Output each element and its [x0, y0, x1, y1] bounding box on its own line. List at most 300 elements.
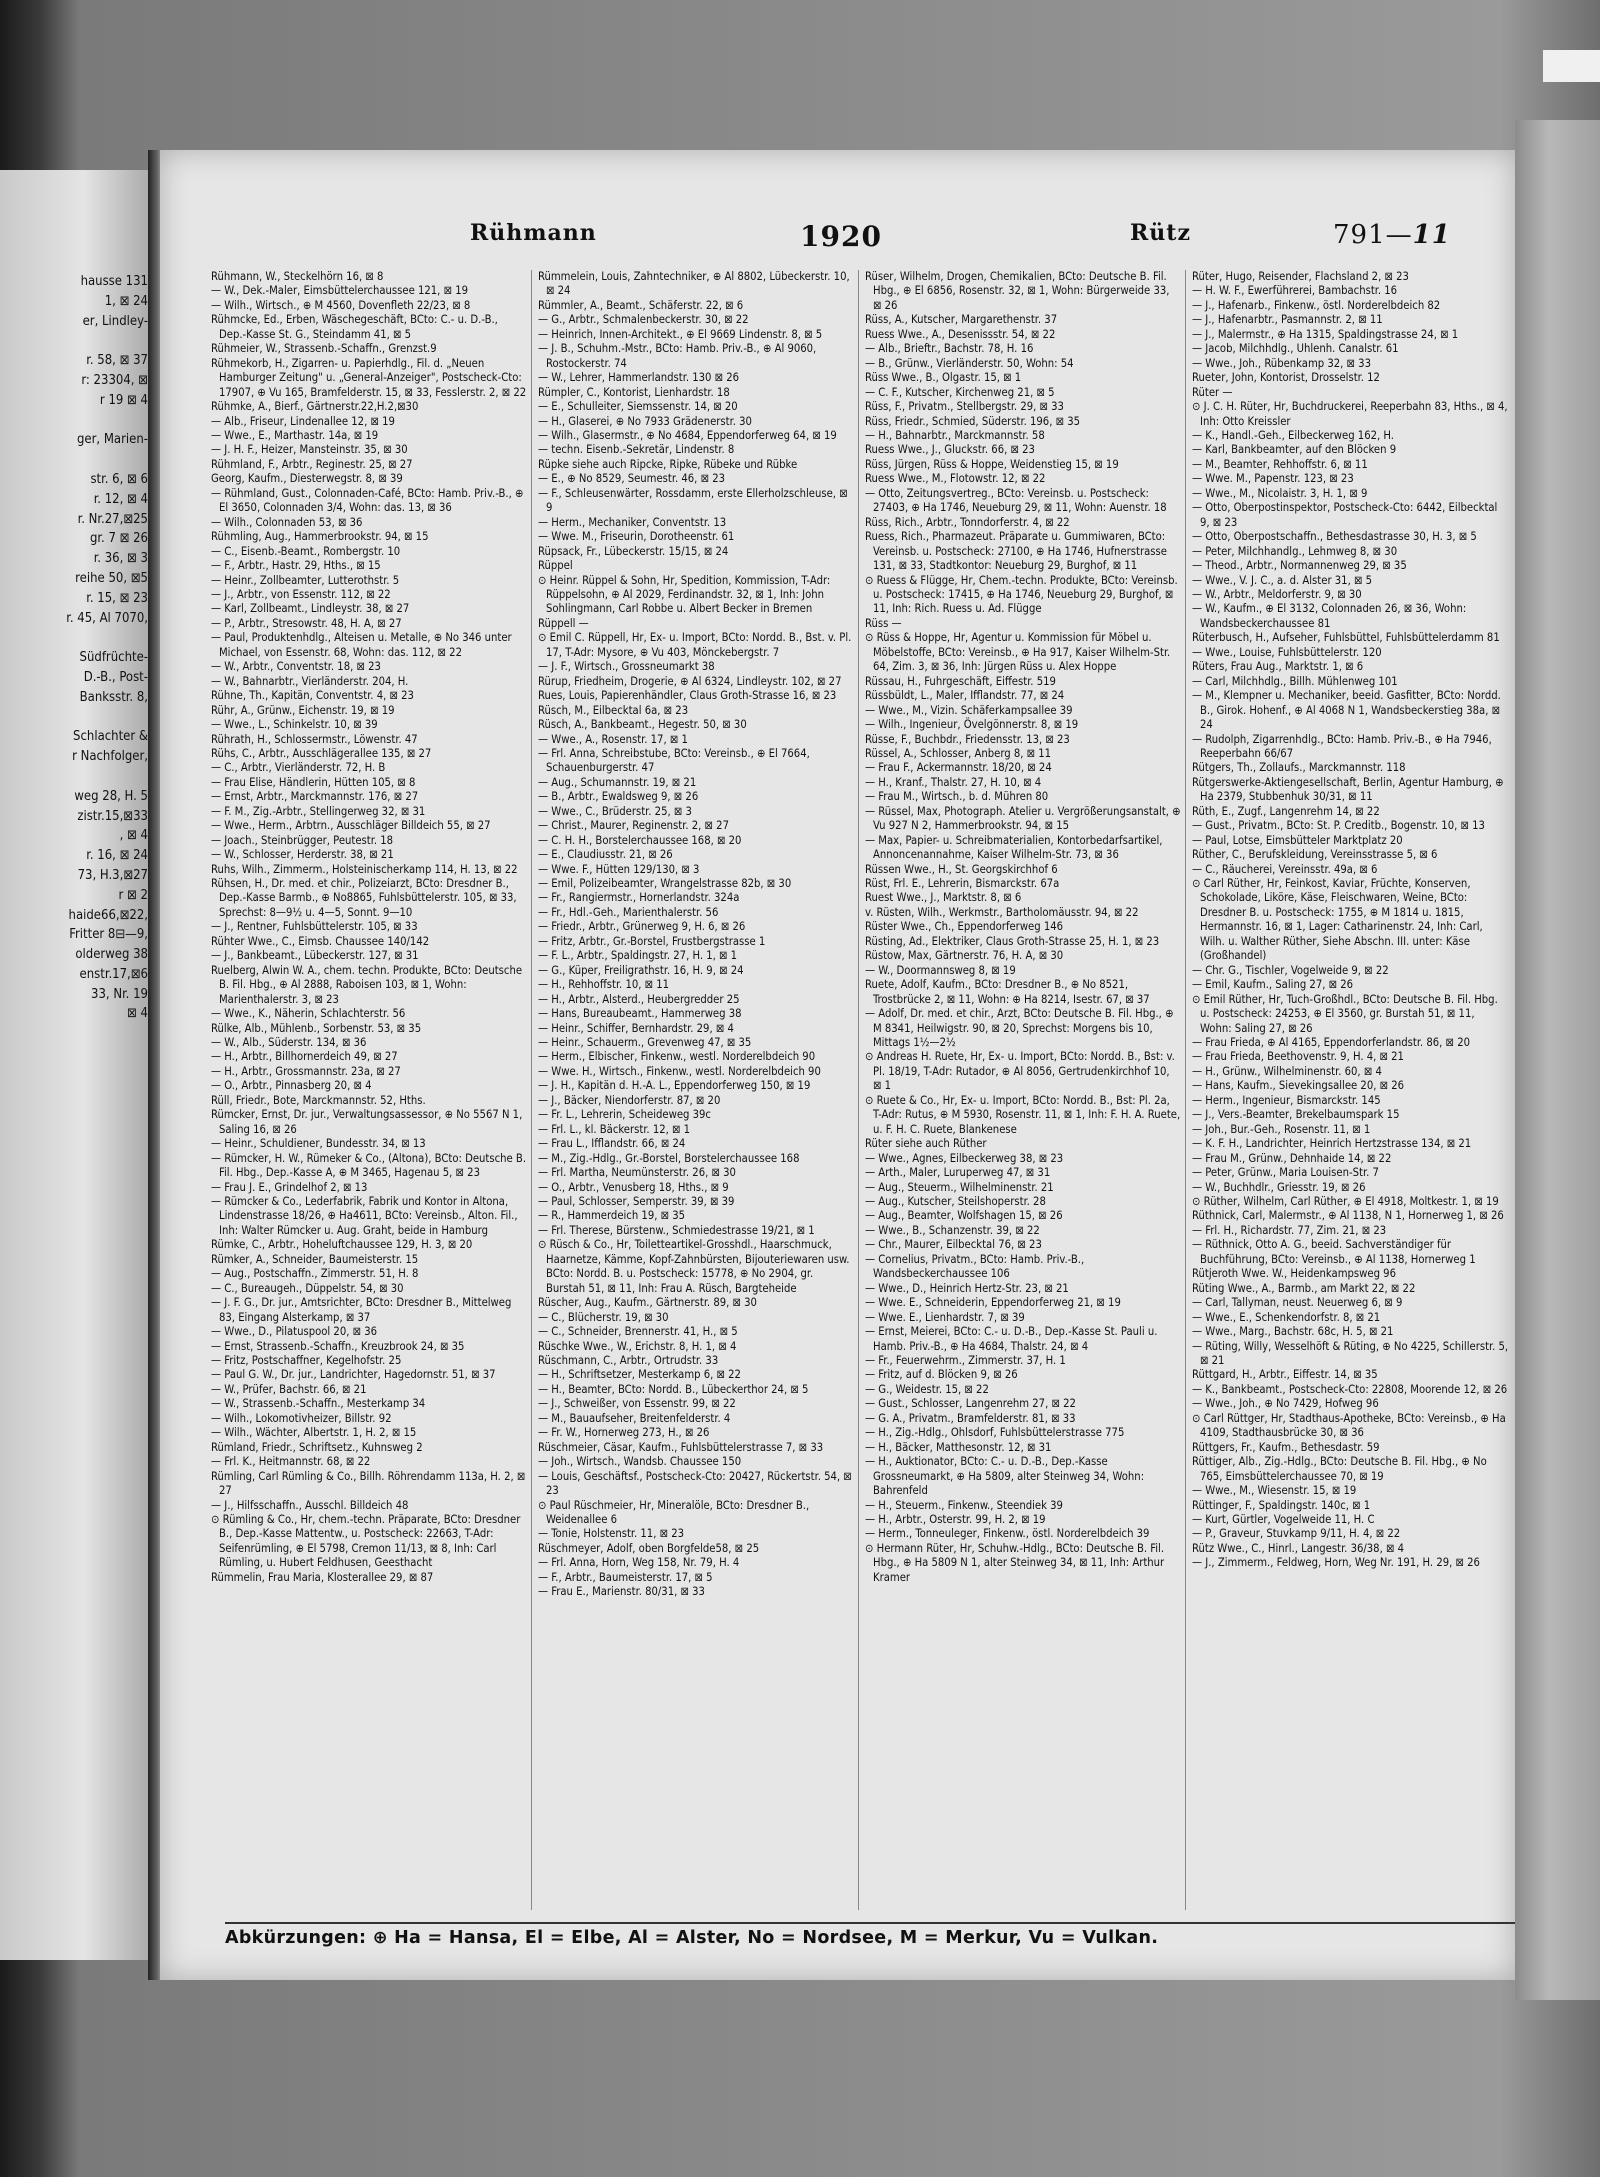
- directory-entry: ⊙ Andreas H. Ruete, Hr, Ex- u. Import, BCto: Nordd. B., Bst: v. Pl. 18/19, T-Adr: Rutador, ⊕ Al 8056, Gertrudenkirchhof 10, ⊠ 1: [865, 1050, 1175, 1093]
- directory-entry: — Fr. L., Lehrerin, Scheideweg 39c: [538, 1108, 711, 1122]
- column-2: [532, 270, 859, 1910]
- page-number-suffix: 11: [1412, 220, 1451, 250]
- directory-entry: Rühr, A., Grünw., Eichenstr. 19, ⊠ 19: [211, 703, 395, 717]
- directory-entry: — techn. Eisenb.-Sekretär, Lindenstr. 8: [538, 443, 735, 457]
- directory-entry: — Heinr., Schuldiener, Bundesstr. 34, ⊠ 13: [211, 1137, 426, 1151]
- directory-entry: — H., Beamter, BCto: Nordd. B., Lübeckerthor 24, ⊠ 5: [538, 1382, 809, 1396]
- abbreviations-footer: Abkürzungen: ⊕ Ha = Hansa, El = Elbe, Al = Alster, No = Nordsee, M = Merkur, Vu = Vulkan.: [225, 1922, 1515, 1958]
- directory-entry: — P., Graveur, Stuvkamp 9/11, H. 4, ⊠ 22: [1192, 1527, 1401, 1541]
- directory-entry: — Hans, Kaufm., Sievekingsallee 20, ⊠ 26: [1192, 1079, 1405, 1093]
- directory-entry: — W., Dek.-Maler, Eimsbüttelerchaussee 121, ⊠ 19: [211, 284, 468, 298]
- directory-entry: — Wwe., L., Schinkelstr. 10, ⊠ 39: [211, 718, 378, 732]
- directory-entry: — Friedr., Arbtr., Grünerweg 9, H. 6, ⊠ 26: [538, 920, 746, 934]
- directory-entry: — Louis, Geschäftsf., Postscheck-Cto: 20427, Rückertstr. 54, ⊠ 23: [538, 1469, 852, 1498]
- directory-entry: Rüll, Friedr., Bote, Marckmannstr. 52, Hths.: [211, 1093, 426, 1107]
- directory-entry: — J., Arbtr., von Essenstr. 112, ⊠ 22: [211, 587, 391, 601]
- directory-entry: — Aug., Postschaffn., Zimmerstr. 51, H. 8: [211, 1267, 419, 1281]
- directory-entry: Rüssbüldt, L., Maler, Ifflandstr. 77, ⊠ 24: [865, 689, 1065, 703]
- directory-entry: — Frl. Anna, Horn, Weg 158, Nr. 79, H. 4: [538, 1556, 740, 1570]
- directory-entry: Ruess Wwe., J., Gluckstr. 66, ⊠ 23: [865, 443, 1035, 457]
- page-header: [170, 220, 1510, 258]
- directory-entry: Rütgers, Th., Zollaufs., Marckmannstr. 118: [1192, 761, 1406, 775]
- directory-entry: — W., Arbtr., Conventstr. 18, ⊠ 23: [211, 660, 381, 674]
- directory-entry: — Frl. L., kl. Bäckerstr. 12, ⊠ 1: [538, 1122, 691, 1136]
- directory-entry: — J. H. F., Heizer, Mansteinstr. 35, ⊠ 30: [211, 443, 408, 457]
- directory-entry: — C., Bureaugeh., Düppelstr. 54, ⊠ 30: [211, 1281, 404, 1295]
- left-page-line: 1, ⊠ 24: [104, 293, 148, 309]
- directory-entry: Rüss, A., Kutscher, Margarethenstr. 37: [865, 313, 1058, 327]
- directory-entry: — K. F. H., Landrichter, Heinrich Hertzstrasse 134, ⊠ 21: [1192, 1137, 1472, 1151]
- column-4: [1186, 270, 1513, 1910]
- directory-entry: ⊙ Ruess & Flügge, Hr, Chem.-techn. Produkte, BCto: Vereinsb. u. Postscheck: 17415, ⊕ Ha 1746, Neueburg 29, Burghof, ⊠ 11, Inh: Rich. Ruess u. Ad. Flügge: [865, 573, 1178, 616]
- directory-entry: Ruhs, Wilh., Zimmerm., Holsteinischerkamp 114, H. 13, ⊠ 22: [211, 862, 518, 876]
- directory-entry: Rüth, E., Zugf., Langenrehm 14, ⊠ 22: [1192, 804, 1380, 818]
- directory-entry: — J., Vers.-Beamter, Brekelbaumspark 15: [1192, 1108, 1400, 1122]
- left-page-line: Fritter 8⊟—9,: [69, 927, 148, 943]
- directory-entry: — Paul, Schlosser, Semperstr. 39, ⊠ 39: [538, 1195, 735, 1208]
- directory-entry: Rüss —: [865, 616, 902, 630]
- directory-entry: — Wwe., M., Nicolaistr. 3, H. 1, ⊠ 9: [1192, 486, 1368, 500]
- directory-entry: — Wilh., Wirtsch., ⊕ M 4560, Dovenfleth 22/23, ⊠ 8: [211, 298, 471, 312]
- left-page-line: olderweg 38: [75, 947, 148, 963]
- directory-entry: — Wwe., C., Brüderstr. 25, ⊠ 3: [538, 804, 692, 818]
- directory-entry: Rüpsack, Fr., Lübeckerstr. 15/15, ⊠ 24: [538, 544, 729, 558]
- directory-entry: Rüterbusch, H., Aufseher, Fuhlsbüttel, Fuhlsbüttelerdamm 81: [1192, 631, 1500, 645]
- header-last-name: Rütz: [1130, 220, 1191, 246]
- directory-entry: — H. W. F., Ewerführerei, Bambachstr. 16: [1192, 284, 1398, 298]
- directory-entry: — Heinr., Zollbeamter, Lutterothstr. 5: [211, 573, 400, 587]
- directory-entry: — J., Bankbeamt., Lübeckerstr. 127, ⊠ 31: [211, 949, 419, 963]
- directory-entry: — Fr., Hdl.-Geh., Marienthalerstr. 56: [538, 905, 719, 919]
- column-3: [859, 270, 1186, 1910]
- directory-entry: — Frau Frieda, ⊕ Al 4165, Eppendorferlandstr. 86, ⊠ 20: [1192, 1036, 1470, 1050]
- directory-entry: — Fritz, auf d. Blöcken 9, ⊠ 26: [865, 1368, 1018, 1382]
- directory-entry: — W., Strassenb.-Schaffn., Mesterkamp 34: [211, 1397, 426, 1411]
- directory-entry: — Wwe., E., Schenkendorfstr. 8, ⊠ 21: [1192, 1310, 1381, 1324]
- left-page-line: Südfrüchte-: [79, 650, 148, 666]
- directory-entry: — Fritz, Postschaffner, Kegelhofstr. 25: [211, 1353, 402, 1367]
- directory-entry: — G., Küper, Freiligrathstr. 16, H. 9, ⊠ 24: [538, 963, 744, 977]
- directory-entry: — Rüting, Willy, Wesselhöft & Rüting, ⊕ No 4225, Schillerstr. 5, ⊠ 21: [1192, 1339, 1509, 1367]
- left-page-line: r: 23304, ⊠: [81, 372, 148, 388]
- directory-entry: Rüter, Hugo, Reisender, Flachsland 2, ⊠ 23: [1192, 270, 1409, 283]
- directory-entry: Rühmke, A., Bierf., Gärtnerstr.22,H.2,⊠30: [211, 400, 419, 414]
- directory-entry: Rümker, A., Schneider, Baumeisterstr. 15: [211, 1252, 419, 1266]
- left-page-line: ⊠ 4: [127, 1006, 148, 1022]
- directory-entry: — Wwe., Marg., Bachstr. 68c, H. 5, ⊠ 21: [1192, 1325, 1394, 1339]
- directory-entry: Rührath, H., Schlossermstr., Löwenstr. 47: [211, 732, 418, 746]
- header-year: 1920: [800, 220, 882, 253]
- directory-entry: — W., Buchhdlr., Griesstr. 19, ⊠ 26: [1192, 1180, 1366, 1194]
- directory-entry: Ruess, Rich., Pharmazeut. Präparate u. Gummiwaren, BCto: Vereinsb. u. Postscheck: 27100, ⊕ Ha 1746, Hufnerstrasse 131, ⊠ 33, Stadtkontor: Neueburg 29, Burghof, ⊠ 11: [865, 530, 1167, 573]
- left-page-line: r. 45, Al 7070,: [66, 610, 148, 626]
- directory-entry: Rüschke Wwe., W., Erichstr. 8, H. 1, ⊠ 4: [538, 1339, 737, 1353]
- directory-entry: Rüters, Frau Aug., Marktstr. 1, ⊠ 6: [1192, 660, 1364, 674]
- left-page-line: r. 58, ⊠ 37: [86, 353, 148, 369]
- directory-columns: [205, 270, 1515, 1910]
- directory-entry: ⊙ Carl Rüther, Hr, Feinkost, Kaviar, Früchte, Konserven, Schokolade, Liköre, Käse, Fleischwaren, Weine, BCto: Dresdner B. u. Postscheck: 1755, ⊕ M 1814 u. 1815, Hermannstr. 16, ⊠ 1, Lager: Catharinenstr. 24, Inh: Carl, Wilh. u. Walther Rüther, Siehe Abschn. III. unter: Käse (Großhandel): [1192, 877, 1483, 963]
- left-page-line: enstr.17,⊠6: [79, 966, 148, 982]
- directory-entry: — M., Bauaufseher, Breitenfelderstr. 4: [538, 1411, 731, 1425]
- directory-entry: Rüttgers, Fr., Kaufm., Bethesdastr. 59: [1192, 1440, 1380, 1454]
- directory-entry: — H., Grünw., Wilhelminenstr. 60, ⊠ 4: [1192, 1064, 1382, 1078]
- directory-entry: — Herm., Mechaniker, Conventstr. 13: [538, 515, 727, 529]
- directory-entry: — O., Arbtr., Venusberg 18, Hths., ⊠ 9: [538, 1180, 729, 1194]
- directory-entry: — Wwe. E., Schneiderin, Eppendorferweg 21, ⊠ 19: [865, 1296, 1121, 1310]
- directory-entry: ⊙ Rüsch & Co., Hr, Toiletteartikel-Grosshdl., Haarschmuck, Haarnetze, Kämme, Kopf-Zahnbürsten, Bijouteriewaren usw. BCto: Nordd. B. u. Postscheck: 15778, ⊕ No 2904, gr. Burstah 51, ⊠ 11, Inh: Frau A. Rüsch, Bargteheide: [538, 1238, 850, 1295]
- directory-entry: — Rüthnick, Otto A. G., beeid. Sachverständiger für Buchführung, BCto: Vereinsb., ⊕ Al 1138, Hornerweg 1: [1192, 1238, 1476, 1266]
- directory-entry: Rüter —: [1192, 385, 1233, 399]
- directory-entry: — Wwe. M., Friseurin, Dorotheenstr. 61: [538, 530, 735, 544]
- directory-entry: — J., Hafenarbtr., Pasmannstr. 2, ⊠ 11: [1192, 313, 1383, 327]
- directory-entry: — F., Arbtr., Baumeisterstr. 17, ⊠ 5: [538, 1570, 713, 1584]
- directory-entry: Rüthnick, Carl, Malermstr., ⊕ Al 1138, N 1, Hornerweg 1, ⊠ 26: [1192, 1209, 1504, 1223]
- directory-entry: Rühmekorb, H., Zigarren- u. Papierhdlg., Fil. d. „Neuen Hamburger Zeitung" u. „General-Anzeiger", Postscheck-Cto: 17907, ⊕ Vu 165, Bramfelderstr. 15, ⊠ 33, Fesslerstr. 2, ⊠ 22: [211, 356, 527, 399]
- directory-entry: — J., Bäcker, Niendorferstr. 87, ⊠ 20: [538, 1093, 721, 1107]
- directory-entry: ⊙ Rüther, Wilhelm, Carl Rüther, ⊕ El 4918, Moltkestr. 1, ⊠ 19: [1192, 1195, 1499, 1208]
- directory-entry: — W., Doormannsweg 8, ⊠ 19: [865, 963, 1016, 977]
- directory-entry: — Frau L., Ifflandstr. 66, ⊠ 24: [538, 1137, 686, 1151]
- header-first-name: Rühmann: [470, 220, 597, 246]
- left-page-fragment: [0, 170, 154, 1960]
- directory-entry: — C., Eisenb.-Beamt., Rombergstr. 10: [211, 544, 401, 558]
- directory-entry: — K., Bankbeamt., Postscheck-Cto: 22808, Moorende 12, ⊠ 26: [1192, 1382, 1508, 1396]
- directory-entry: — M., Klempner u. Mechaniker, beeid. Gasfitter, BCto: Nordd. B., Girok. Hohenf., ⊕ Al 4068 N 1, Wandsbeckerstieg 38a, ⊠ 24: [1192, 689, 1501, 732]
- left-page-line: [0, 450, 148, 470]
- directory-entry: Rueter, John, Kontorist, Drosselstr. 12: [1192, 371, 1380, 385]
- directory-entry: Rümke, C., Arbtr., Hoheluftchaussee 129, H. 3, ⊠ 20: [211, 1238, 473, 1252]
- directory-entry: Rüttgard, H., Arbtr., Eiffestr. 14, ⊠ 35: [1192, 1368, 1378, 1382]
- directory-entry: — Joh., Bur.-Geh., Rosenstr. 11, ⊠ 1: [1192, 1122, 1371, 1136]
- directory-entry: Rümland, Friedr., Schriftsetz., Kuhnsweg 2: [211, 1440, 423, 1454]
- directory-entry: ⊙ Emil C. Rüppell, Hr, Ex- u. Import, BCto: Nordd. B., Bst. v. Pl. 17, T-Adr: Mysore, ⊕ Vu 403, Mönckebergstr. 7: [538, 631, 852, 659]
- directory-entry: Rüss, Jürgen, Rüss & Hoppe, Weidenstieg 15, ⊠ 19: [865, 457, 1119, 471]
- directory-entry: — Fr., Feuerwehrm., Zimmerstr. 37, H. 1: [865, 1353, 1066, 1367]
- directory-entry: Rüss, Rich., Arbtr., Tonndorferstr. 4, ⊠ 22: [865, 515, 1070, 529]
- left-page-line: 73, H.3,⊠27: [77, 867, 148, 883]
- directory-entry: — Wilh., Ingenieur, Övelgönnerstr. 8, ⊠ 19: [865, 718, 1079, 732]
- directory-entry: Rülke, Alb., Mühlenb., Sorbenstr. 53, ⊠ 35: [211, 1021, 422, 1035]
- directory-entry: — Fr. W., Hornerweg 273, H., ⊠ 26: [538, 1426, 710, 1440]
- directory-entry: — Rüssel, Max, Photograph. Atelier u. Vergrößerungsanstalt, ⊕ Vu 927 N 2, Hammerbrookstr. 94, ⊠ 15: [865, 804, 1181, 833]
- left-page-line: r. 16, ⊠ 24: [86, 848, 148, 864]
- directory-entry: — Frau E., Marienstr. 80/31, ⊠ 33: [538, 1585, 705, 1599]
- directory-entry: Rüttinger, F., Spaldingstr. 140c, ⊠ 1: [1192, 1498, 1371, 1512]
- directory-entry: — Wwe. H., Wirtsch., Finkenw., westl. Norderelbdeich 90: [538, 1064, 821, 1078]
- directory-entry: Rühsen, H., Dr. med. et chir., Polizeiarzt, BCto: Dresdner B., Dep.-Kasse Barmb., ⊕ No8865, Fuhlsbüttelerstr. 105, ⊠ 33, Sprechst: 8—9½ u. 4—5, Sonnt. 9—10: [211, 877, 517, 919]
- directory-entry: — H., Bahnarbtr., Marckmannstr. 58: [865, 428, 1045, 442]
- directory-entry: — C., Räucherei, Vereinsstr. 49a, ⊠ 6: [1192, 862, 1378, 876]
- directory-entry: — P., Arbtr., Stresowstr. 48, H. A, ⊠ 27: [211, 616, 402, 630]
- left-page-line: er, Lindley-: [82, 313, 148, 329]
- directory-entry: — C. F., Kutscher, Kirchenweg 21, ⊠ 5: [865, 385, 1055, 399]
- directory-entry: Rüther, C., Berufskleidung, Vereinsstrasse 5, ⊠ 6: [1192, 848, 1438, 862]
- directory-entry: — K., Handl.-Geh., Eilbeckerweg 162, H.: [1192, 428, 1394, 442]
- directory-entry: — Frl. H., Richardstr. 77, Zim. 21, ⊠ 23: [1192, 1223, 1387, 1237]
- left-page-line: r. 15, ⊠ 23: [86, 590, 148, 606]
- directory-entry: — W., Lehrer, Hammerlandstr. 130 ⊠ 26: [538, 371, 740, 385]
- directory-entry: — M., Zig.-Hdlg., Gr.-Borstel, Borstelerchaussee 168: [538, 1151, 800, 1165]
- directory-entry: — J., Rentner, Fuhlsbüttelerstr. 105, ⊠ 33: [211, 920, 418, 934]
- left-page-line: Banksstr. 8,: [79, 689, 148, 705]
- directory-entry: — B., Grünw., Vierländerstr. 50, Wohn: 54: [865, 356, 1074, 370]
- directory-entry: Rüschmann, C., Arbtr., Ortrudstr. 33: [538, 1353, 719, 1367]
- directory-entry: — Wwe., E., Marthastr. 14a, ⊠ 19: [211, 428, 379, 442]
- directory-entry: — H., Arbtr., Osterstr. 99, H. 2, ⊠ 19: [865, 1512, 1046, 1526]
- directory-entry: — Wwe. F., Hütten 129/130, ⊠ 3: [538, 862, 700, 876]
- directory-entry: — H., Kranf., Thalstr. 27, H. 10, ⊠ 4: [865, 775, 1042, 789]
- directory-entry: Rühmann, W., Steckelhörn 16, ⊠ 8: [211, 270, 384, 283]
- directory-entry: — H., Schriftsetzer, Mesterkamp 6, ⊠ 22: [538, 1368, 741, 1382]
- directory-entry: ⊙ Hermann Rüter, Hr, Schuhw.-Hdlg., BCto: Deutsche B. Fil. Hbg., ⊕ Ha 5809 N 1, alter Steinweg 34, ⊠ 11, Inh: Arthur Kramer: [865, 1541, 1165, 1584]
- directory-entry: — Rühmland, Gust., Colonnaden-Café, BCto: Hamb. Priv.-B., ⊕ El 3650, Colonnaden 3/4, Wohn: das. 13, ⊠ 36: [211, 486, 524, 515]
- directory-entry: — O., Arbtr., Pinnasberg 20, ⊠ 4: [211, 1079, 372, 1093]
- directory-entry: — Wwe., M., Vizin. Schäferkampsallee 39: [865, 703, 1073, 717]
- left-page-line: D.-B., Post-: [83, 669, 148, 685]
- directory-entry: Rüsch, M., Eilbecktal 6a, ⊠ 23: [538, 703, 689, 717]
- directory-entry: Rümling, Carl Rümling & Co., Billh. Röhrendamm 113a, H. 2, ⊠ 27: [211, 1469, 526, 1498]
- directory-entry: Rüst, Frl. E., Lehrerin, Bismarckstr. 67a: [865, 877, 1060, 891]
- directory-entry: — Ernst, Strassenb.-Schaffn., Kreuzbrook 24, ⊠ 35: [211, 1339, 465, 1353]
- left-page-line: Schlachter &: [73, 729, 148, 745]
- directory-entry: — Christ., Maurer, Reginenstr. 2, ⊠ 27: [538, 819, 729, 833]
- directory-entry: — Wilh., Colonnaden 53, ⊠ 36: [211, 515, 363, 529]
- directory-entry: Rühs, C., Arbtr., Ausschlägerallee 135, ⊠ 27: [211, 746, 432, 760]
- directory-entry: — H., Auktionator, BCto: C.- u. D.-B., Dep.-Kasse Grossneumarkt, ⊕ Ha 5809, alter Steinweg 34, Wohn: Bahrenfeld: [865, 1455, 1145, 1498]
- directory-entry: Rüser, Wilhelm, Drogen, Chemikalien, BCto: Deutsche B. Fil. Hbg., ⊕ El 6856, Rosenstr. 32, ⊠ 1, Wohn: Bürgerweide 33, ⊠ 26: [865, 270, 1170, 312]
- directory-entry: Rühmland, F., Arbtr., Reginestr. 25, ⊠ 27: [211, 457, 413, 471]
- directory-entry: Ruest Wwe., J., Marktstr. 8, ⊠ 6: [865, 891, 1022, 905]
- directory-entry: — Rümcker & Co., Lederfabrik, Fabrik und Kontor in Altona, Lindenstrasse 18/26, ⊕ Ha4611, BCto: Vereinsb., Alton. Fil., Inh: Walter Rümcker u. Aug. Graht, beide in Hamburg: [211, 1195, 518, 1237]
- directory-entry: — Theod., Arbtr., Normannenweg 29, ⊠ 35: [1192, 559, 1407, 573]
- directory-entry: — Carl, Tallyman, neust. Neuerweg 6, ⊠ 9: [1192, 1296, 1403, 1310]
- directory-entry: Rütgerswerke-Aktiengesellschaft, Berlin, Agentur Hamburg, ⊕ Ha 2379, Stubbenhuk 30/31, ⊠ 11: [1192, 775, 1504, 804]
- directory-entry: — Frau Frieda, Beethovenstr. 9, H. 4, ⊠ 21: [1192, 1050, 1404, 1064]
- directory-entry: — Heinr., Schiffer, Bernhardstr. 29, ⊠ 4: [538, 1021, 734, 1035]
- directory-entry: — W., Arbtr., Meldorferstr. 9, ⊠ 30: [1192, 587, 1362, 601]
- directory-entry: ⊙ Rümling & Co., Hr, chem.-techn. Präparate, BCto: Dresdner B., Dep.-Kasse Mattentw., u. Postscheck: 22663, T-Adr: Seifenrümling, ⊕ El 5798, Cremon 11/13, ⊠ 8, Inh: Carl Rümling, u. Hubert Feldhusen, Geesthacht: [211, 1512, 521, 1570]
- left-page-line: r. 36, ⊠ 3: [93, 551, 148, 567]
- directory-entry: Rüsch, A., Bankbeamt., Hegestr. 50, ⊠ 30: [538, 718, 747, 732]
- directory-entry: — J. B., Schuhm.-Mstr., BCto: Hamb. Priv.-B., ⊕ Al 9060, Rostockerstr. 74: [538, 342, 817, 370]
- directory-entry: — Kurt, Gürtler, Vogelweide 11, H. C: [1192, 1512, 1375, 1526]
- directory-entry: ⊙ Carl Rüttger, Hr, Stadthaus-Apotheke, BCto: Vereinsb., ⊕ Ha 4109, Stadthausbrücke 30, ⊠ 36: [1192, 1411, 1506, 1440]
- directory-entry: — E., Claudiusstr. 21, ⊠ 26: [538, 848, 673, 862]
- directory-entry: — Gust., Schlosser, Langenrehm 27, ⊠ 22: [865, 1397, 1076, 1411]
- directory-entry: — Rudolph, Zigarrenhdlg., BCto: Hamb. Priv.-B., ⊕ Ha 7946, Reeperbahn 66/67: [1192, 732, 1492, 760]
- directory-entry: — J., Hilfsschaffn., Ausschl. Billdeich 48: [211, 1498, 409, 1512]
- directory-entry: Rüsse, F., Buchbdr., Friedensstr. 13, ⊠ 23: [865, 732, 1070, 746]
- directory-entry: ⊙ Emil Rüther, Hr, Tuch-Großhdl., BCto: Deutsche B. Fil. Hbg. u. Postscheck: 24253, ⊕ El 3560, gr. Burstah 51, ⊠ 11, Wohn: Saling 27, ⊠ 26: [1192, 992, 1498, 1035]
- directory-entry: — Herm., Ingenieur, Bismarckstr. 145: [1192, 1093, 1381, 1107]
- directory-entry: — Peter, Grünw., Maria Louisen-Str. 7: [1192, 1166, 1379, 1180]
- directory-entry: Rüss Wwe., B., Olgastr. 15, ⊠ 1: [865, 371, 1022, 385]
- directory-entry: Rümmelein, Louis, Zahntechniker, ⊕ Al 8802, Lübeckerstr. 10, ⊠ 24: [538, 270, 850, 298]
- directory-entry: — Hans, Bureaubeamt., Hammerweg 38: [538, 1007, 742, 1021]
- directory-entry: — Joach., Steinbrügger, Peutestr. 18: [211, 833, 394, 847]
- left-page-line: haide66,⊠22,: [68, 907, 148, 923]
- left-page-line: [0, 767, 148, 787]
- directory-entry: — Frau J. E., Grindelhof 2, ⊠ 13: [211, 1180, 368, 1194]
- left-page-line: zistr.15,⊠33: [77, 808, 148, 824]
- directory-entry: Ruess Wwe., M., Flotowstr. 12, ⊠ 22: [865, 472, 1046, 486]
- directory-entry: Ruess Wwe., A., Desenissstr. 54, ⊠ 22: [865, 327, 1056, 341]
- directory-entry: — W., Alb., Süderstr. 134, ⊠ 36: [211, 1036, 367, 1050]
- directory-entry: — Wwe., D., Heinrich Hertz-Str. 23, ⊠ 21: [865, 1281, 1069, 1295]
- directory-entry: Rütz Wwe., C., Hinrl., Langestr. 36/38, ⊠ 4: [1192, 1541, 1404, 1555]
- directory-entry: — Peter, Milchhandlg., Lehmweg 8, ⊠ 30: [1192, 544, 1398, 558]
- directory-entry: — Wwe. E., Lienhardstr. 7, ⊠ 39: [865, 1310, 1025, 1324]
- directory-entry: — H., Glaserei, ⊕ No 7933 Grädenerstr. 30: [538, 414, 752, 428]
- directory-entry: — E., Schulleiter, Siemssenstr. 14, ⊠ 20: [538, 400, 738, 414]
- directory-entry: — Fr., Rangiermstr., Hornerlandstr. 324a: [538, 891, 740, 905]
- directory-entry: — Paul, Lotse, Eimsbütteler Marktplatz 20: [1192, 833, 1403, 847]
- left-page-line: str. 6, ⊠ 6: [90, 471, 148, 487]
- directory-entry: ⊙ Heinr. Rüppel & Sohn, Hr, Spedition, Kommission, T-Adr: Rüppelsohn, ⊕ Al 2029, Ferdinandstr. 32, ⊠ 1, Inh: John Sohlingmann, Carl Robbe u. Albert Becker in Bremen: [538, 573, 831, 616]
- scan-corner: [1543, 50, 1600, 82]
- directory-entry: — C., Schneider, Brennerstr. 41, H., ⊠ 5: [538, 1325, 738, 1339]
- directory-entry: — Wwe. M., Papenstr. 123, ⊠ 23: [1192, 472, 1354, 486]
- left-page-line: ger, Marien-: [76, 432, 148, 448]
- directory-entry: — Adolf, Dr. med. et chir., Arzt, BCto: Deutsche B. Fil. Hbg., ⊕ M 8341, Heilwigstr. 90, ⊠ 20, Sprechst: Morgens bis 10, Mittags 1½—2½: [865, 1007, 1174, 1050]
- header-page-number: [1333, 220, 1451, 250]
- directory-entry: — Arth., Maler, Luruperweg 47, ⊠ 31: [865, 1166, 1051, 1180]
- directory-entry: — Cornelius, Privatm., BCto: Hamb. Priv.-B., Wandsbeckerchaussee 106: [865, 1252, 1085, 1281]
- directory-entry: — Wwe., Herm., Arbtrn., Ausschläger Billdeich 55, ⊠ 27: [211, 819, 491, 833]
- directory-entry: — Wwe., Agnes, Eilbeckerweg 38, ⊠ 23: [865, 1151, 1064, 1165]
- directory-entry: — M., Beamter, Rehhoffstr. 6, ⊠ 11: [1192, 457, 1368, 471]
- directory-entry: — Frl. Anna, Schreibstube, BCto: Vereinsb., ⊕ El 7664, Schauenburgerstr. 47: [538, 746, 810, 775]
- directory-entry: — E., ⊕ No 8529, Seumestr. 46, ⊠ 23: [538, 472, 726, 486]
- directory-entry: — Wwe., K., Näherin, Schlachterstr. 56: [211, 1007, 406, 1021]
- directory-entry: Rüssen Wwe., H., St. Georgskirchhof 6: [865, 862, 1058, 876]
- directory-entry: — Wilh., Glasermstr., ⊕ No 4684, Eppendorferweg 64, ⊠ 19: [538, 428, 837, 442]
- directory-entry: ⊙ Ruete & Co., Hr, Ex- u. Import, BCto: Nordd. B., Bst: Pl. 2a, T-Adr: Rutus, ⊕ M 5930, Rosenstr. 11, ⊠ 1, Inh: F. H. A. Ruete, u. F. H. C. Ruete, Blankenese: [865, 1093, 1181, 1136]
- directory-entry: — B., Arbtr., Ewaldsweg 9, ⊠ 26: [538, 790, 699, 804]
- directory-entry: — Aug., Kutscher, Steilshoperstr. 28: [865, 1195, 1046, 1208]
- directory-entry: — Aug., Beamter, Wolfshagen 15, ⊠ 26: [865, 1209, 1063, 1223]
- directory-entry: — G., Weidestr. 15, ⊠ 22: [865, 1382, 989, 1396]
- left-page-lines: [0, 170, 152, 1024]
- directory-entry: Rüsting, Ad., Elektriker, Claus Groth-Strasse 25, H. 1, ⊠ 23: [865, 934, 1160, 948]
- directory-entry: — Frau F., Ackermannstr. 18/20, ⊠ 24: [865, 761, 1052, 775]
- directory-entry: — C. H. H., Borstelerchaussee 168, ⊠ 20: [538, 833, 742, 847]
- directory-entry: Rühmeier, W., Strassenb.-Schaffn., Grenzst.9: [211, 342, 437, 356]
- directory-entry: Rüstow, Max, Gärtnerstr. 76, H. A, ⊠ 30: [865, 949, 1064, 963]
- directory-entry: — Herm., Elbischer, Finkenw., westl. Norderelbdeich 90: [538, 1050, 816, 1064]
- directory-entry: Rüppell —: [538, 616, 589, 630]
- directory-entry: Rüppel: [538, 559, 573, 573]
- directory-entry: Ruete, Adolf, Kaufm., BCto: Dresdner B., ⊕ No 8521, Trostbrücke 2, ⊠ 11, Wohn: ⊕ Ha 8214, Isestr. 67, ⊠ 37: [865, 978, 1150, 1006]
- left-page-line: [0, 411, 148, 431]
- directory-entry: — Joh., Wirtsch., Wandsb. Chaussee 150: [538, 1455, 742, 1469]
- left-page-line: r Nachfolger,: [72, 749, 148, 765]
- left-page-line: reihe 50, ⊠5: [75, 570, 148, 586]
- left-page-line: hausse 131: [80, 274, 148, 289]
- directory-entry: Rümmler, A., Beamt., Schäferstr. 22, ⊠ 6: [538, 298, 744, 312]
- directory-entry: — Wwe., B., Schanzenstr. 39, ⊠ 22: [865, 1223, 1040, 1237]
- directory-entry: — Wwe., Louise, Fuhlsbüttelerstr. 120: [1192, 645, 1382, 659]
- directory-entry: — W., Kaufm., ⊕ El 3132, Colonnaden 26, ⊠ 36, Wohn: Wandsbeckerchaussee 81: [1192, 602, 1467, 630]
- directory-entry: Rürup, Friedheim, Drogerie, ⊕ Al 6324, Lindleystr. 102, ⊠ 27: [538, 674, 842, 688]
- directory-entry: — H., Arbtr., Billhornerdeich 49, ⊠ 27: [211, 1050, 398, 1064]
- directory-entry: — Rümcker, H. W., Rümeker & Co., (Altona), BCto: Deutsche B. Fil. Hbg., Dep.-Kasse A, ⊕ M 3465, Hagenau 5, ⊠ 23: [211, 1151, 527, 1180]
- directory-entry: Rühmcke, Ed., Erben, Wäschegeschäft, BCto: C.- u. D.-B., Dep.-Kasse St. G., Steindamm 41, ⊠ 5: [211, 313, 498, 341]
- directory-entry: — Alb., Brieftr., Bachstr. 78, H. 16: [865, 342, 1034, 356]
- directory-entry: — R., Hammerdeich 19, ⊠ 35: [538, 1209, 686, 1223]
- directory-entry: — Wilh., Lokomotivheizer, Billstr. 92: [211, 1411, 392, 1425]
- directory-entry: — Chr., Maurer, Eilbecktal 76, ⊠ 23: [865, 1238, 1042, 1252]
- directory-entry: — Heinr., Schauerm., Grevenweg 47, ⊠ 35: [538, 1036, 752, 1050]
- directory-entry: Rühmling, Aug., Hammerbrookstr. 94, ⊠ 15: [211, 530, 429, 544]
- left-page-line: r 19 ⊠ 4: [99, 392, 148, 408]
- directory-entry: Rues, Louis, Papierenhändler, Claus Groth-Strasse 16, ⊠ 23: [538, 689, 837, 703]
- directory-entry: — Chr. G., Tischler, Vogelweide 9, ⊠ 22: [1192, 963, 1389, 977]
- directory-entry: — Emil, Polizeibeamter, Wrangelstrasse 82b, ⊠ 30: [538, 877, 792, 891]
- directory-entry: — Aug., Schumannstr. 19, ⊠ 21: [538, 775, 697, 789]
- directory-entry: — Heinrich, Innen-Architekt., ⊕ El 9669 Lindenstr. 8, ⊠ 5: [538, 327, 823, 341]
- directory-entry: — H., Arbtr., Grossmannstr. 23a, ⊠ 27: [211, 1064, 401, 1078]
- directory-entry: — W., Prüfer, Bachstr. 66, ⊠ 21: [211, 1382, 367, 1396]
- directory-entry: — Wwe., A., Rosenstr. 17, ⊠ 1: [538, 732, 688, 746]
- directory-entry: — H., Zig.-Hdlg., Ohlsdorf, Fuhlsbüttelerstrasse 775: [865, 1426, 1125, 1440]
- directory-entry: Rühter Wwe., C., Eimsb. Chaussee 140/142: [211, 934, 430, 948]
- left-page-line: [0, 628, 148, 648]
- directory-entry: — Aug., Steuerm., Wilhelminenstr. 21: [865, 1180, 1054, 1194]
- left-page-line: [0, 331, 148, 351]
- directory-entry: Rüttiger, Alb., Zig.-Hdlg., BCto: Deutsche B. Fil. Hbg., ⊕ No 765, Eimsbüttelerchaussee 70, ⊠ 19: [1192, 1455, 1487, 1483]
- directory-entry: — Otto, Zeitungsvertreg., BCto: Vereinsb. u. Postscheck: 27403, ⊕ Ha 1746, Neueburg 29, ⊠ 11, Wohn: Auenstr. 18: [865, 486, 1167, 515]
- left-page-line: gr. 7 ⊠ 26: [89, 531, 148, 547]
- directory-entry: — J., Schweißer, von Essenstr. 99, ⊠ 22: [538, 1397, 736, 1411]
- directory-entry: — J. F., Wirtsch., Grossneumarkt 38: [538, 660, 715, 674]
- directory-entry: Rüting Wwe., A., Barmb., am Markt 22, ⊠ 22: [1192, 1281, 1416, 1295]
- directory-entry: — Herm., Tonneuleger, Finkenw., östl. Norderelbdeich 39: [865, 1527, 1150, 1541]
- directory-entry: — C., Arbtr., Vierländerstr. 72, H. B: [211, 761, 386, 775]
- directory-entry: — Wwe., Joh., ⊕ No 7429, Hofweg 96: [1192, 1397, 1379, 1411]
- directory-entry: — Ernst, Arbtr., Marckmannstr. 176, ⊠ 27: [211, 790, 419, 804]
- directory-entry: — Otto, Oberpostinspektor, Postscheck-Cto: 6442, Eilbecktal 9, ⊠ 23: [1192, 501, 1498, 529]
- left-page-line: , ⊠ 4: [119, 828, 148, 844]
- directory-entry: — F., Schleusenwärter, Rossdamm, erste Ellerholzschleuse, ⊠ 9: [538, 486, 848, 515]
- directory-entry: — C., Blücherstr. 19, ⊠ 30: [538, 1310, 669, 1324]
- directory-entry: — G. A., Privatm., Bramfelderstr. 81, ⊠ 33: [865, 1411, 1076, 1425]
- directory-entry: Rüter siehe auch Rüther: [865, 1137, 987, 1151]
- directory-entry: — Frl. Therese, Bürstenw., Schmiedestrasse 19/21, ⊠ 1: [538, 1223, 815, 1237]
- directory-entry: — H., Rehhoffstr. 10, ⊠ 11: [538, 978, 670, 992]
- directory-entry: ⊙ J. C. H. Rüter, Hr, Buchdruckerei, Reeperbahn 83, Hths., ⊠ 4, Inh: Otto Kreissler: [1192, 400, 1508, 428]
- directory-entry: — H., Arbtr., Alsterd., Heubergredder 25: [538, 992, 740, 1006]
- directory-entry: — Otto, Oberpostschaffn., Bethesdastrasse 30, H. 3, ⊠ 5: [1192, 530, 1477, 544]
- directory-entry: Rühne, Th., Kapitän, Conventstr. 4, ⊠ 23: [211, 689, 414, 703]
- column-1: [205, 270, 532, 1910]
- directory-entry: Rüssau, H., Fuhrgeschäft, Eiffestr. 519: [865, 674, 1056, 688]
- directory-entry: — Karl, Zollbeamt., Lindleystr. 38, ⊠ 27: [211, 602, 410, 616]
- left-page-line: [0, 708, 148, 728]
- directory-entry: — J., Malermstr., ⊕ Ha 1315, Spaldingstrasse 24, ⊠ 1: [1192, 327, 1459, 341]
- directory-entry: — Frl. K., Heitmannstr. 68, ⊠ 22: [211, 1455, 371, 1469]
- directory-entry: Rümcker, Ernst, Dr. jur., Verwaltungsassessor, ⊕ No 5567 N 1, Saling 16, ⊠ 26: [211, 1108, 523, 1136]
- directory-entry: — F., Arbtr., Hastr. 29, Hths., ⊠ 15: [211, 559, 381, 573]
- directory-entry: Rümpler, C., Kontorist, Lienhardstr. 18: [538, 385, 730, 399]
- directory-entry: — J. H., Kapitän d. H.-A. L., Eppendorferweg 150, ⊠ 19: [538, 1079, 811, 1093]
- directory-entry: — Wwe., D., Pilatuspool 20, ⊠ 36: [211, 1325, 378, 1339]
- directory-entry: Rüschmeier, Cäsar, Kaufm., Fuhlsbüttelerstrasse 7, ⊠ 33: [538, 1440, 824, 1454]
- directory-entry: Rümmelin, Frau Maria, Klosterallee 29, ⊠ 87: [211, 1570, 434, 1584]
- directory-entry: — Alb., Friseur, Lindenallee 12, ⊠ 19: [211, 414, 395, 428]
- directory-entry: — Wwe., M., Wiesenstr. 15, ⊠ 19: [1192, 1484, 1357, 1498]
- directory-entry: v. Rüsten, Wilh., Werkmstr., Bartholomäusstr. 94, ⊠ 22: [865, 905, 1139, 919]
